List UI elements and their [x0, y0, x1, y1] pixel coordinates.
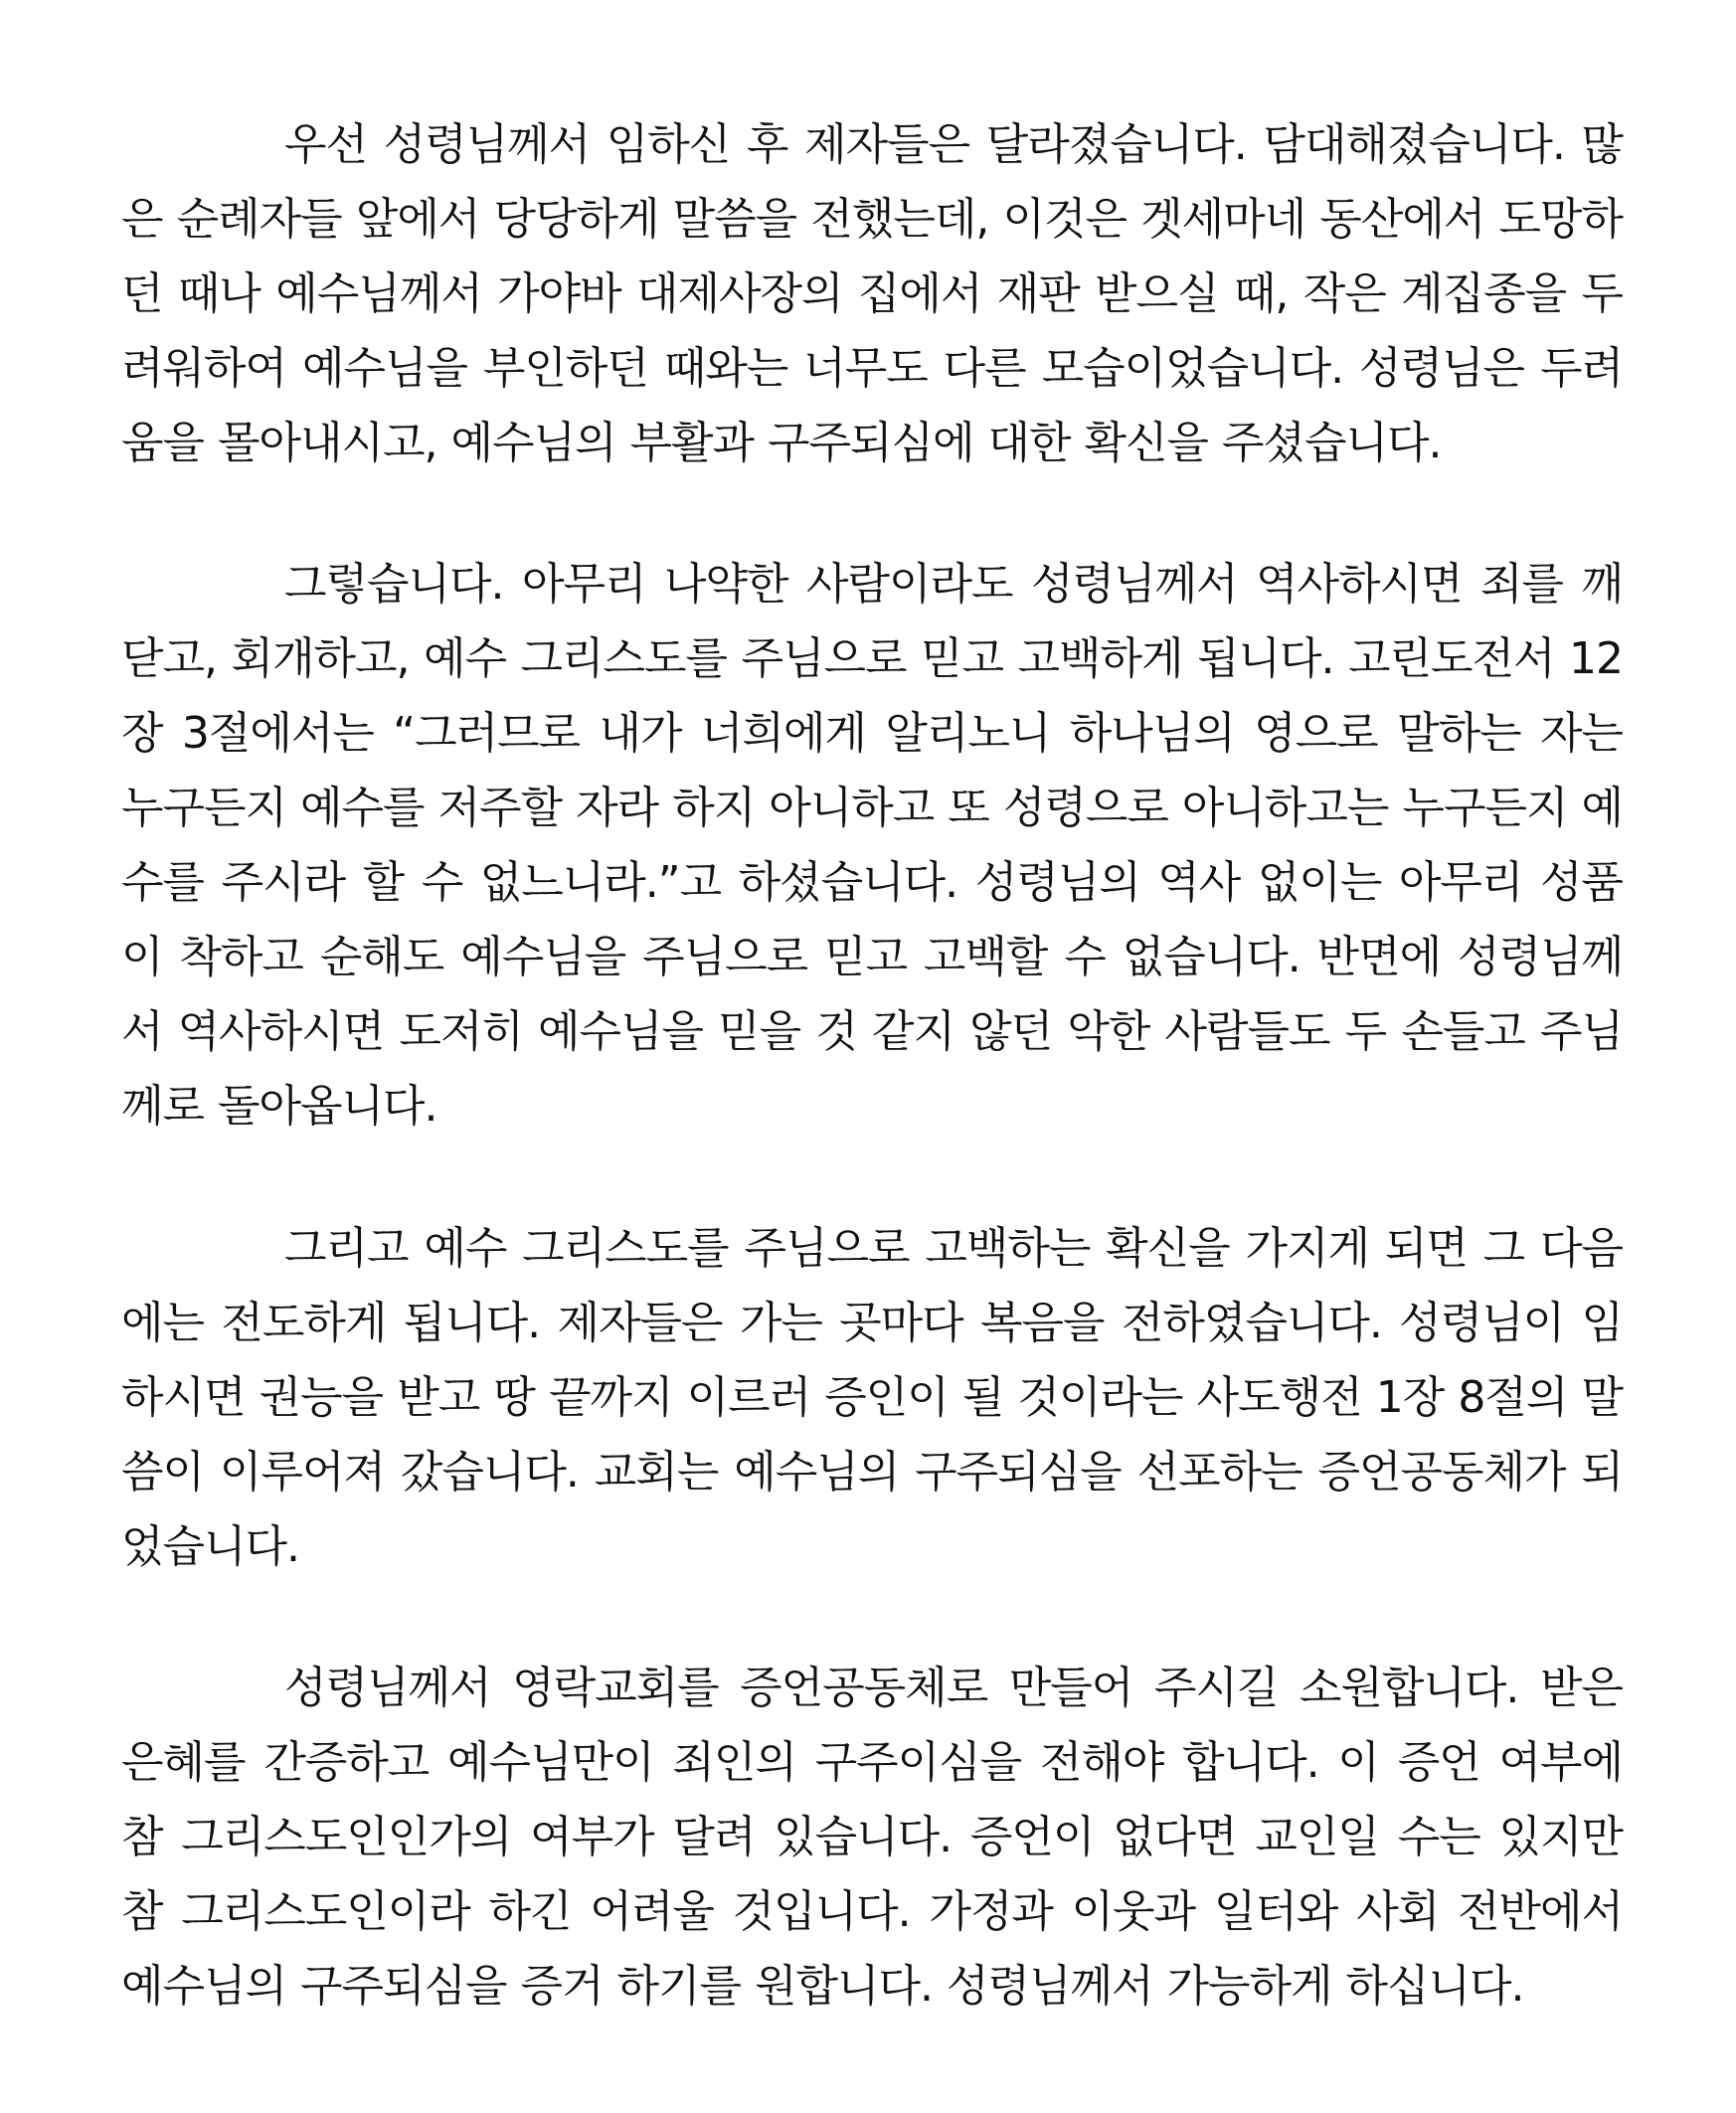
paragraph-2: 그렇습니다. 아무리 나약한 사람이라도 성령님께서 역사하시면 죄를 깨닫고, 회개하고, 예수 그리스도를 주님으로 믿고 고백하게 됩니다. 고린도전서 12장 3절에서는 “그러므로 내가 너희에게 알리노니 하나님의 영으로 말하는 자는 누구든지 예수를 저주할 자라 하지 아니하고 또 성령으로 아니하고는 누구든지 예수를 주시라 할 수 없느니라.”고 하셨습니다. 성령님의 역사 없이는 아무리 성품이 착하고 순해도 예수님을 주님으로 믿고 고백할 수 없습니다. 반면에 성령님께서 역사하시면 도저히 예수님을 믿을 것 같지 않던 악한 사람들도 두 손들고 주님께로 돌아옵니다.: [121, 559, 1623, 1132]
paragraph-3: 그리고 예수 그리스도를 주님으로 고백하는 확신을 가지게 되면 그 다음에는 전도하게 됩니다. 제자들은 가는 곳마다 복음을 전하였습니다. 성령님이 임하시면 권능을 받고 땅 끝까지 이르러 증인이 될 것이라는 사도행전 1장 8절의 말씀이 이루어져 갔습니다. 교회는 예수님의 구주되심을 선포하는 증언공동체가 되었습니다.: [121, 1223, 1623, 1572]
paragraph-4: 성령님께서 영락교회를 증언공동체로 만들어 주시길 소원합니다. 받은 은혜를 간증하고 예수님만이 죄인의 구주이심을 전해야 합니다. 이 증언 여부에 참 그리스도인인가의 여부가 달려 있습니다. 증언이 없다면 교인일 수는 있지만 참 그리스도인이라 하긴 어려울 것입니다. 가정과 이웃과 일터와 사회 전반에서 예수님의 구주되심을 증거 하기를 원합니다. 성령님께서 가능하게 하십니다.: [121, 1663, 1623, 2012]
paragraph-1: 우선 성령님께서 임하신 후 제자들은 달라졌습니다. 담대해졌습니다. 많은 순례자들 앞에서 당당하게 말씀을 전했는데, 이것은 겟세마네 동산에서 도망하던 때나 예수님께서 가야바 대제사장의 집에서 재판 받으실 때, 작은 계집종을 두려워하여 예수님을 부인하던 때와는 너무도 다른 모습이었습니다. 성령님은 두려움을 몰아내시고, 예수님의 부활과 구주되심에 대한 확신을 주셨습니다.: [121, 119, 1623, 468]
